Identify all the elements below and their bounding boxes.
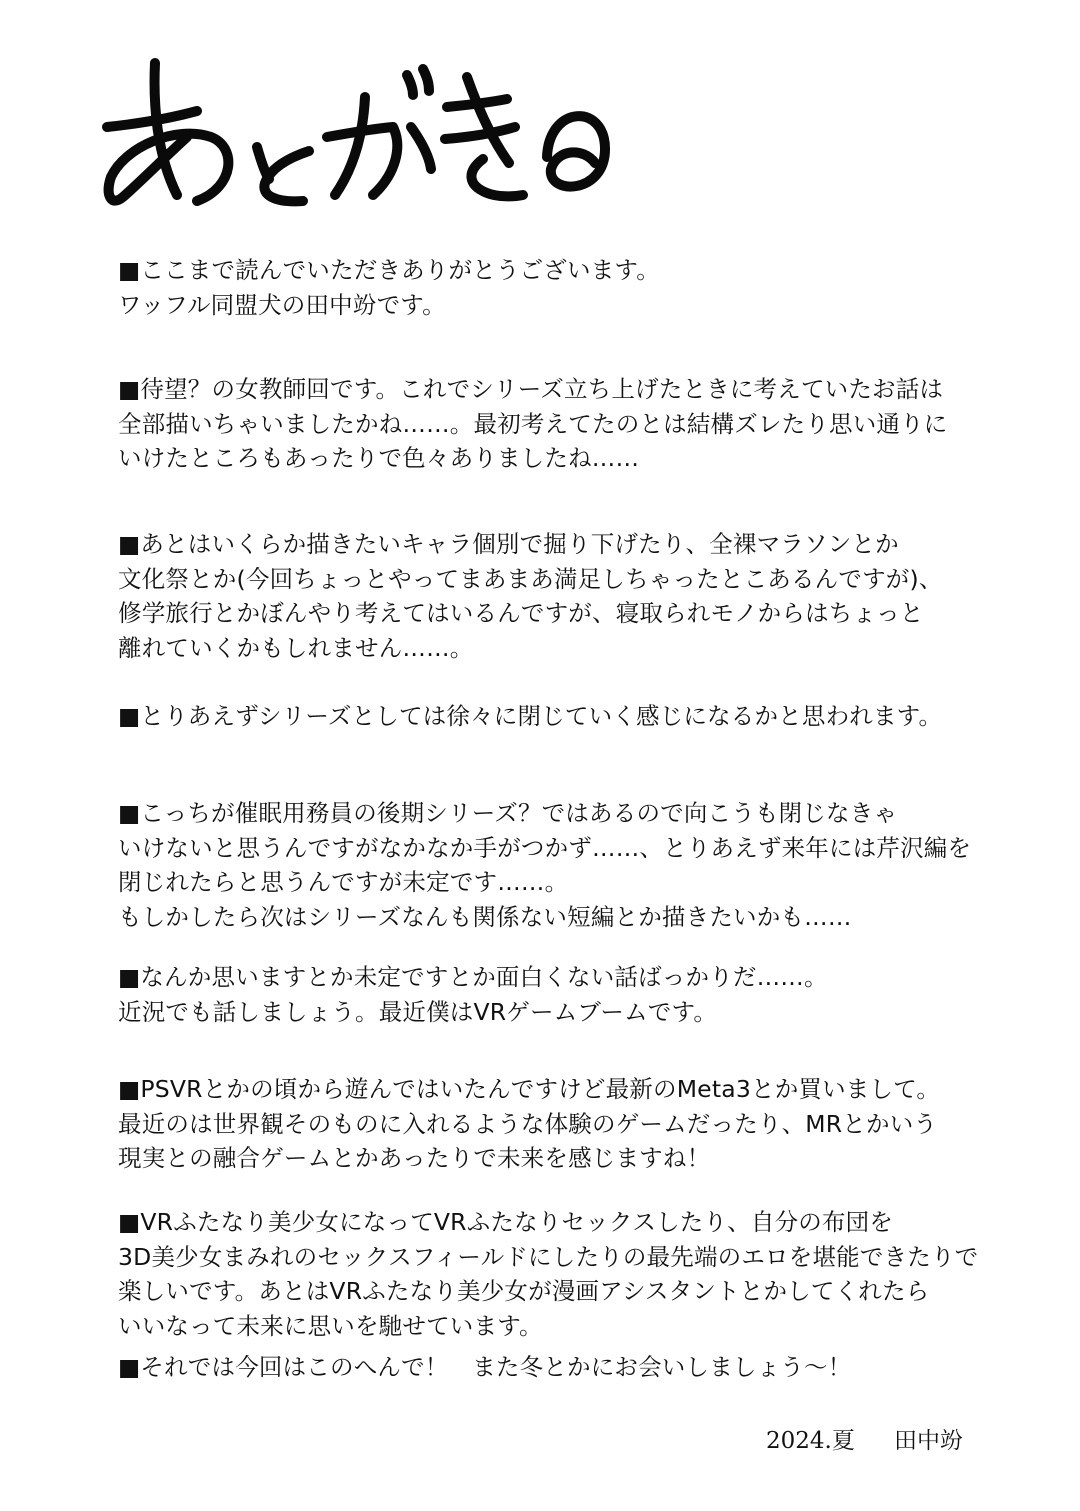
text-line: 3D美少女まみれのセックスフィールドにしたりの最先端のエロを堪能できたりで: [118, 1242, 979, 1271]
text-line: ■それでは今回はこのへんで！ また冬とかにお会いしましょう～！: [118, 1353, 852, 1381]
text-line: いいなって未来に思いを馳せています。: [118, 1311, 543, 1340]
text-line: 閉じれたらと思うんですが未定です……。: [118, 868, 569, 896]
text-line: 修学旅行とかぼんやり考えてはいるんですが、寝取られモノからはちょっと: [118, 599, 924, 627]
text-line: ■ここまで読んでいただきありがとうございます。: [118, 256, 660, 284]
paragraph-vr-fun: [118, 1205, 978, 1343]
paragraph-greeting: [118, 253, 660, 322]
paragraph-farewell: [118, 1350, 851, 1385]
text-line: 最近のは世界観そのものに入れるような体験のゲームだったり、MRとかいう: [118, 1109, 938, 1138]
paragraph-teacher-episode: [118, 372, 948, 476]
signature: [766, 1424, 963, 1458]
signature-author: 田中竕: [894, 1428, 963, 1454]
text-line: ■あとはいくらか描きたいキャラ個別で掘り下げたり、全裸マラソンとか: [118, 530, 899, 558]
text-line: いけないと思うんですがなかなか手がつかず……、とりあえず来年には芹沢編を: [118, 833, 972, 862]
paragraph-other-series: [118, 796, 971, 934]
text-line: ■PSVRとかの頃から遊んではいたんですけど最新のMeta3とか買いまして。: [118, 1075, 941, 1103]
paragraph-future-ideas: [118, 527, 943, 665]
text-line: 楽しいです。あとはVRふたなり美少女が漫画アシスタントとかしてくれたら: [118, 1277, 930, 1305]
text-line: 文化祭とか(今回ちょっとやってまあまあ満足しちゃったとこあるんですが)、: [118, 564, 943, 593]
text-line: ■待望？の女教師回です。これでシリーズ立ち上げたときに考えていたお話は: [118, 375, 944, 403]
paragraph-recent-news: [118, 960, 828, 1029]
text-line: ■VRふたなり美少女になってVRふたなりセックスしたり、自分の布団を: [118, 1208, 894, 1236]
text-line: 現実との融合ゲームとかあったりで未来を感じますね！: [118, 1144, 711, 1172]
text-line: ■なんか思いますとか未定ですとか面白くない話ばっかりだ……。: [118, 963, 828, 991]
signature-date: 2024.夏: [766, 1428, 855, 1454]
text-line: ■こっちが催眠用務員の後期シリーズ？ではあるので向こうも閉じなきゃ: [118, 799, 898, 827]
text-line: もしかしたら次はシリーズなんも関係ない短編とか描きたいかも……: [118, 902, 852, 931]
paragraph-vr-games: [118, 1072, 940, 1176]
text-line: ■とりあえずシリーズとしては徐々に閉じていく感じになるかと思われます。: [118, 702, 943, 730]
text-line: 全部描いちゃいましたかね……。最初考えてたのとは結構ズレたり思い通りに: [118, 409, 948, 438]
text-line: 離れていくかもしれません……。: [118, 633, 474, 662]
text-line: 近況でも話しましょう。最近僕はVRゲームブームです。: [118, 997, 718, 1026]
paragraph-series-closing: [118, 699, 942, 734]
afterword-title-logo: [95, 45, 615, 220]
text-line: ワッフル同盟犬の田中竕です。: [118, 290, 446, 319]
text-line: いけたところもあったりで色々ありましたね……: [118, 444, 640, 472]
